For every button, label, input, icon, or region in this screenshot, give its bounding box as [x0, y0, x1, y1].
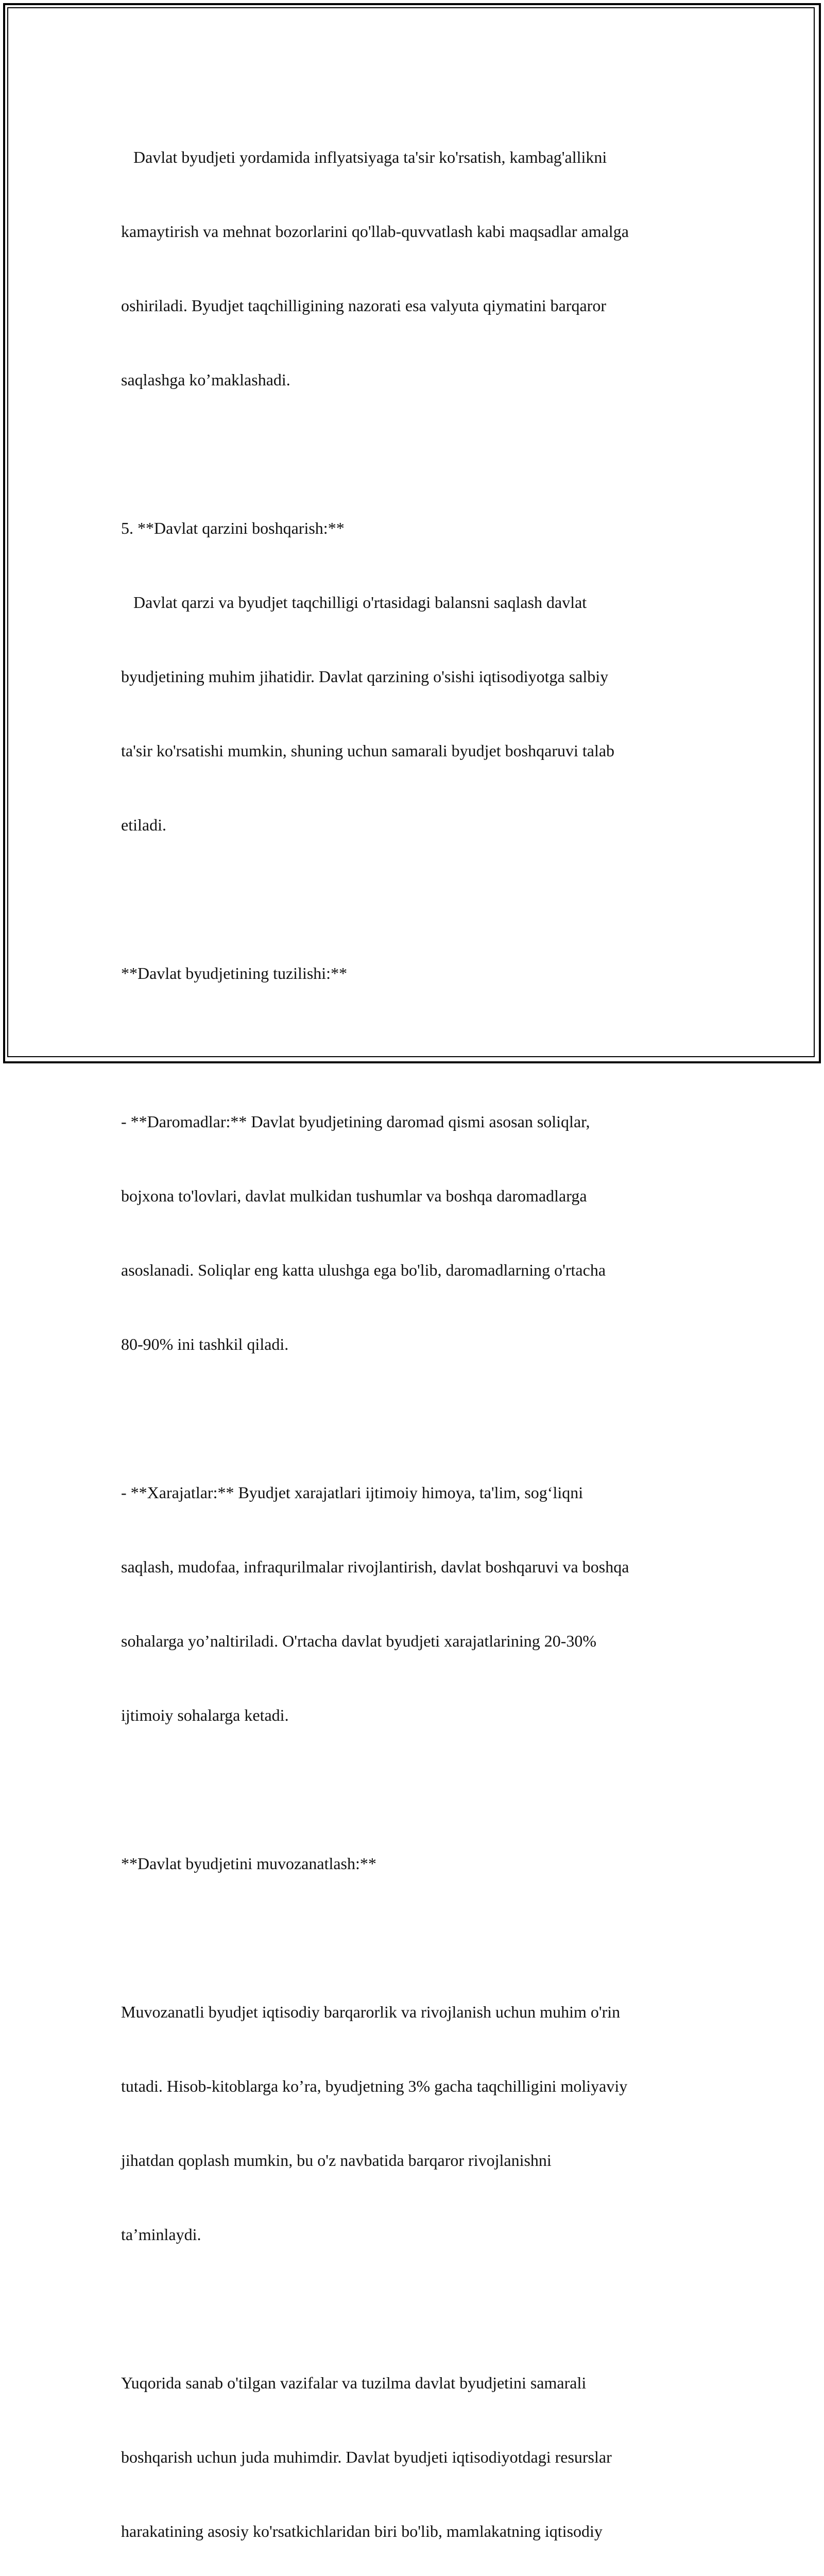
text-line: etiladi. [121, 816, 166, 834]
text-line: Yuqorida sanab o'tilgan vazifalar va tuzilma davlat byudjetini samarali [121, 2374, 587, 2392]
text-line: Davlat qarzi va byudjet taqchilligi o'rtasidagi balansni saqlash davlat [121, 593, 587, 612]
text-line: Muvozanatli byudjet iqtisodiy barqarorlik va rivojlanish uchun muhim o'rin [121, 2003, 621, 2021]
section-heading: 5. **Davlat qarzini boshqarish:** [121, 519, 345, 537]
document-body [121, 95, 713, 2576]
heading-budget-structure [121, 911, 713, 1035]
text-line: byudjetining muhim jihatidir. Davlat qarzining o'sishi iqtisodiyotga salbiy [121, 667, 609, 686]
text-line: boshqarish uchun juda muhimdir. Davlat byudjeti iqtisodiyotdagi resurslar [121, 2448, 612, 2466]
text-line: 80-90% ini tashkil qiladi. [121, 1335, 289, 1353]
text-line: saqlash, mudofaa, infraqurilmalar rivojlantirish, davlat boshqaruvi va boshqa [121, 1557, 629, 1576]
text-line: Davlat byudjeti yordamida inflyatsiyaga ta'sir ko'rsatish, kambag'allikni [121, 148, 607, 166]
paragraph-revenues [121, 1060, 713, 1406]
text-line: ta’minlaydi. [121, 2225, 201, 2244]
text-line: sohalarga yo’naltiriladi. O'rtacha davlat byudjeti xarajatlarining 20-30% [121, 1632, 597, 1650]
text-line: ijtimoiy sohalarga ketadi. [121, 1706, 289, 1724]
text-line: harakatining asosiy ko'rsatkichlaridan biri bo'lib, mamlakatning iqtisodiy [121, 2522, 603, 2540]
text-line: asoslanadi. Soliqlar eng katta ulushga ega bo'lib, daromadlarning o'rtacha [121, 1261, 606, 1279]
section-heading: **Davlat byudjetini muvozanatlash:** [121, 1854, 376, 1873]
text-line: - **Daromadlar:** Davlat byudjetining daromad qismi asosan soliqlar, [121, 1112, 590, 1131]
paragraph-budget-goals [121, 95, 713, 442]
paragraph-balanced-budget [121, 1950, 713, 2296]
paragraph-expenditures [121, 1431, 713, 1777]
paragraph-debt-management [121, 466, 713, 887]
text-line: tutadi. Hisob-kitoblarga ko’ra, byudjetning 3% gacha taqchilligini moliyaviy [121, 2077, 628, 2095]
heading-budget-balancing [121, 1802, 713, 1925]
text-line: jihatdan qoplash mumkin, bu o'z navbatida barqaror rivojlanishni [121, 2151, 552, 2170]
paragraph-conclusion [121, 2321, 713, 2576]
text-line: ta'sir ko'rsatishi mumkin, shuning uchun samarali byudjet boshqaruvi talab [121, 741, 615, 760]
text-line: kamaytirish va mehnat bozorlarini qo'llab-quvvatlash kabi maqsadlar amalga [121, 222, 629, 241]
text-line: saqlashga ko’maklashadi. [121, 370, 290, 389]
text-line: bojxona to'lovlari, davlat mulkidan tushumlar va boshqa daromadlarga [121, 1187, 587, 1205]
text-line: - **Xarajatlar:** Byudjet xarajatlari ijtimoiy himoya, ta'lim, sog‘liqni [121, 1483, 583, 1502]
text-line: oshiriladi. Byudjet taqchilligining nazorati esa valyuta qiymatini barqaror [121, 296, 606, 315]
section-heading: **Davlat byudjetining tuzilishi:** [121, 964, 348, 982]
